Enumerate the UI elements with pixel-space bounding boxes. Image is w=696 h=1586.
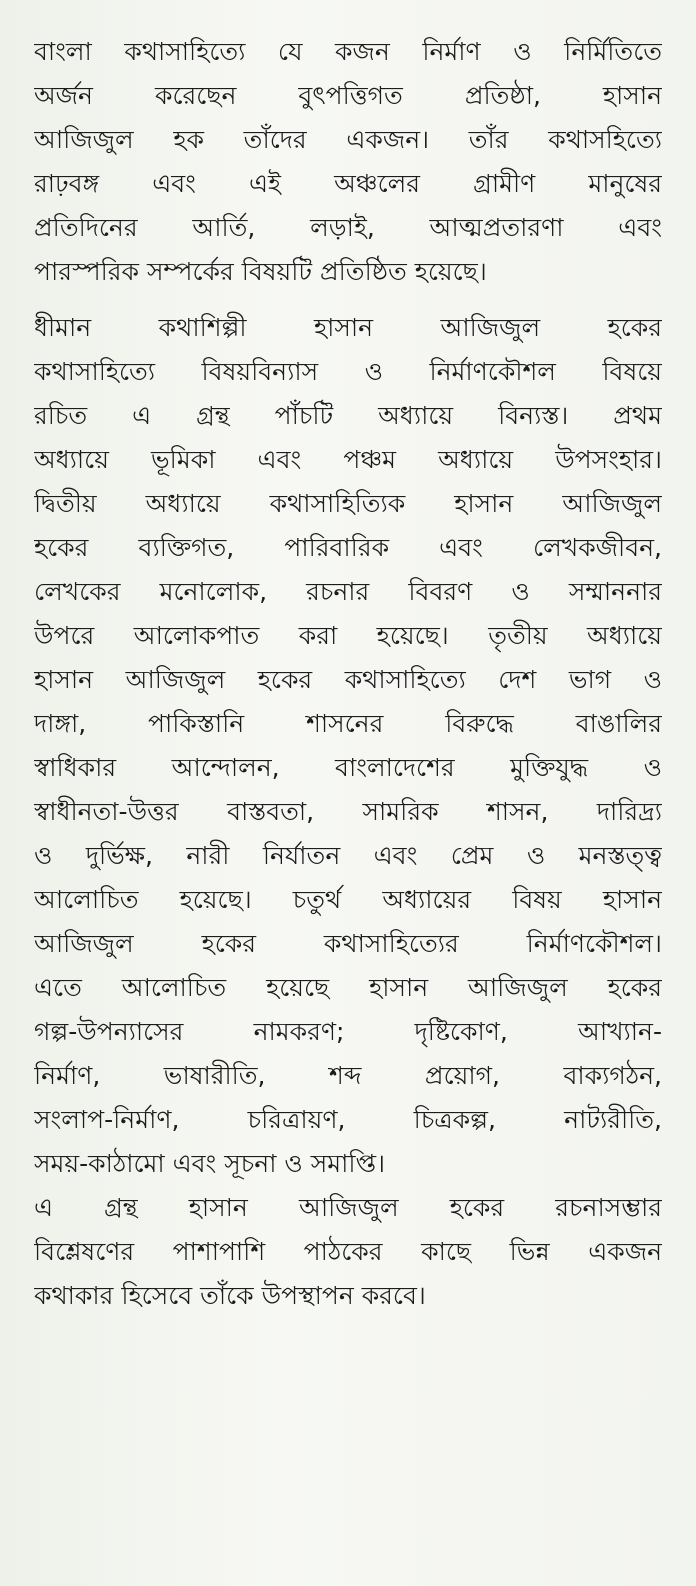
text-line: বাংলা কথাসাহিত্যে যে কজন নির্মাণ ও নির্মিতিতে bbox=[34, 37, 662, 66]
text-line: আজিজুল হক তাঁদের একজন। তাঁর কথাসহিত্যে bbox=[34, 125, 662, 154]
text-line: লেখকের মনোলোক, রচনার বিবরণ ও সম্মাননার bbox=[34, 577, 662, 606]
text-line: দাঙ্গা, পাকিস্তানি শাসনের বিরুদ্ধে বাঙালির bbox=[34, 709, 662, 738]
paragraph-intro bbox=[34, 30, 662, 294]
text-line: কথাসাহিত্যে বিষয়বিন্যাস ও নির্মাণকৌশল বিষয়ে bbox=[34, 357, 662, 386]
text-line: কথাকার হিসেবে তাঁকে উপস্থাপন করবে। bbox=[34, 1281, 426, 1310]
text-line: রচিত এ গ্রন্থ পাঁচটি অধ্যায়ে বিন্যস্ত। প্রথম bbox=[34, 401, 662, 430]
text-line: আলোচিত হয়েছে। চতুর্থ অধ্যায়ের বিষয় হাসান bbox=[34, 885, 662, 914]
text-line: গল্প-উপন্যাসের নামকরণ; দৃষ্টিকোণ, আখ্যান- bbox=[34, 1017, 662, 1046]
text-line: সময়-কাঠামো এবং সূচনা ও সমাপ্তি। bbox=[34, 1149, 386, 1178]
paragraph-contents bbox=[34, 306, 662, 1186]
text-line: ধীমান কথাশিল্পী হাসান আজিজুল হকের bbox=[34, 313, 662, 342]
text-line: অর্জন করেছেন বুৎপত্তিগত প্রতিষ্ঠা, হাসান bbox=[34, 81, 662, 110]
text-line: ও দুর্ভিক্ষ, নারী নির্যাতন এবং প্রেম ও মনস্তত্ত্ব bbox=[34, 841, 662, 870]
text-line: উপরে আলোকপাত করা হয়েছে। তৃতীয় অধ্যায়ে bbox=[34, 621, 662, 650]
text-line: নির্মাণ, ভাষারীতি, শব্দ প্রয়োগ, বাক্যগঠন, bbox=[34, 1061, 662, 1090]
text-line: রাঢ়বঙ্গ এবং এই অঞ্চলের গ্রামীণ মানুষের bbox=[34, 169, 662, 198]
text-line: আজিজুল হকের কথাসাহিত্যের নির্মাণকৌশল। bbox=[34, 929, 662, 958]
text-line: হাসান আজিজুল হকের কথাসাহিত্যে দেশ ভাগ ও bbox=[34, 665, 662, 694]
text-line: পারস্পরিক সম্পর্কের বিষয়টি প্রতিষ্ঠিত হয়েছে। bbox=[34, 257, 487, 286]
paragraph-spacer bbox=[34, 294, 662, 306]
text-line: হকের ব্যক্তিগত, পারিবারিক এবং লেখকজীবন, bbox=[34, 533, 662, 562]
text-line: প্রতিদিনের আর্তি, লড়াই, আত্মপ্রতারণা এবং bbox=[34, 213, 662, 242]
text-line: অধ্যায়ে ভূমিকা এবং পঞ্চম অধ্যায়ে উপসংহার। bbox=[34, 445, 662, 474]
text-line: সংলাপ-নির্মাণ, চরিত্রায়ণ, চিত্রকল্প, নাট্যরীতি, bbox=[34, 1105, 662, 1134]
text-line: দ্বিতীয় অধ্যায়ে কথাসাহিত্যিক হাসান আজিজুল bbox=[34, 489, 662, 518]
text-line: এতে আলোচিত হয়েছে হাসান আজিজুল হকের bbox=[34, 973, 662, 1002]
text-line: স্বাধিকার আন্দোলন, বাংলাদেশের মুক্তিযুদ্ধ ও bbox=[34, 753, 662, 782]
text-line: এ গ্রন্থ হাসান আজিজুল হকের রচনাসম্ভার bbox=[34, 1193, 662, 1222]
text-line: বিশ্লেষণের পাশাপাশি পাঠকের কাছে ভিন্ন একজন bbox=[34, 1237, 662, 1266]
text-line: স্বাধীনতা-উত্তর বাস্তবতা, সামরিক শাসন, দারিদ্র্য bbox=[34, 797, 662, 826]
paragraph-closing bbox=[34, 1186, 662, 1318]
